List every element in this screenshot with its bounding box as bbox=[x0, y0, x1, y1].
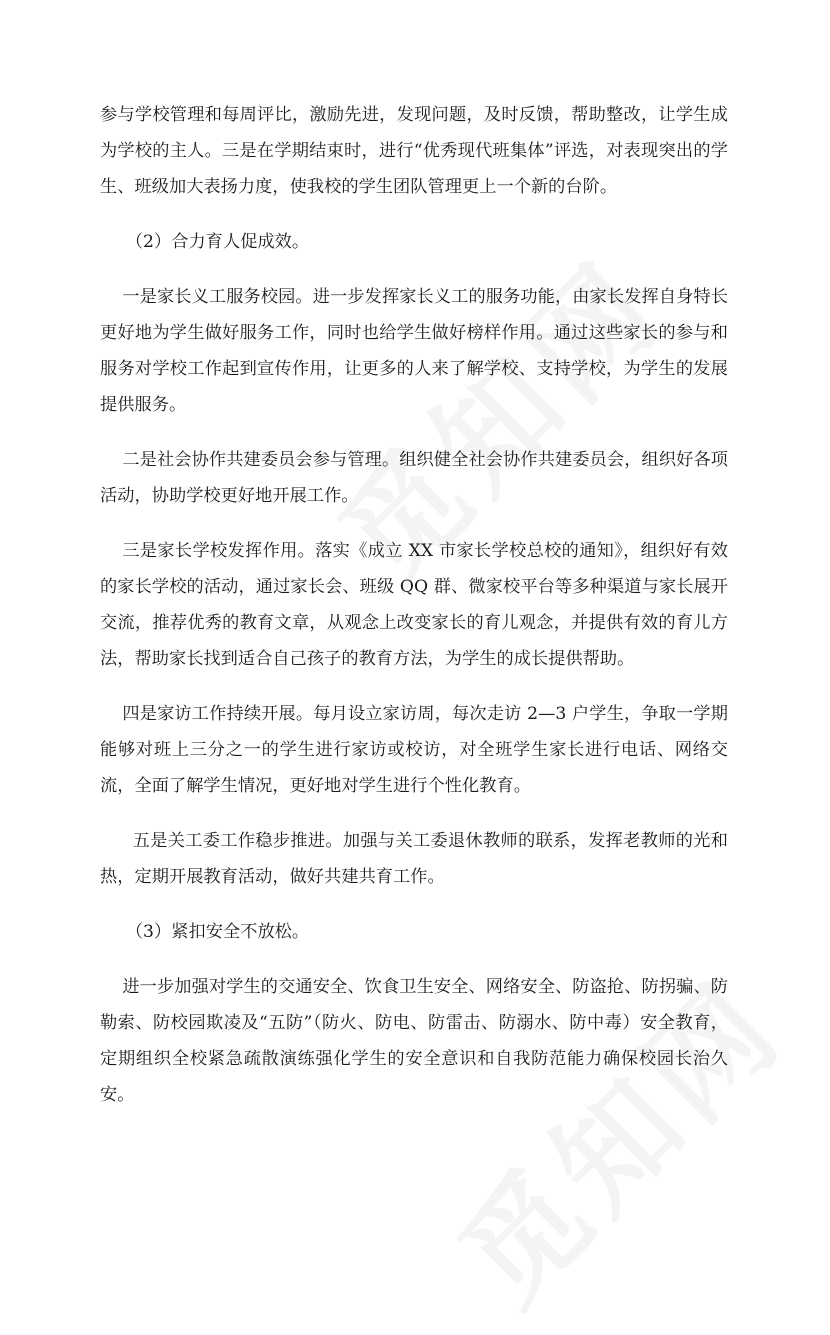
paragraph-parent-volunteers: 一是家长义工服务校园。进一步发挥家长义工的服务功能，由家长发挥自身特长更好地为学生做好服务工作，同时也给学生做好榜样作用。通过这些家长的参与和服务对学校工作起到宣传作用，让更多的人来了解学校、支持学校，为学生的发展提供服务。 bbox=[100, 287, 728, 415]
section-heading-3: （3）紧扣安全不放松。 bbox=[125, 922, 310, 942]
paragraph-home-visits: 四是家访工作持续开展。每月设立家访周，每次走访 2—3 户学生，争取一学期能够对班上三分之一的学生进行家访或校访，对全班学生家长进行电话、网络交流，全面了解学生情况，更好地对学生进行个性化教育。 bbox=[100, 704, 728, 796]
paragraph-parent-school: 三是家长学校发挥作用。落实《成立 XX 市家长学校总校的通知》，组织好有效的家长学校的活动，通过家长会、班级 QQ 群、微家校平台等多种渠道与家长展开交流，推荐优秀的教育文章，从观念上改变家长的育儿观念，并提供有效的育儿方法，帮助家长找到适合自己孩子的教育方法，为学生的成长提供帮助。 bbox=[100, 541, 728, 669]
document-page bbox=[100, 97, 728, 1132]
section-heading-2: （2）合力育人促成效。 bbox=[125, 232, 310, 252]
paragraph-care-committee: 五是关工委工作稳步推进。加强与关工委退休教师的联系，发挥老教师的光和热，定期开展教育活动，做好共建共育工作。 bbox=[100, 831, 728, 887]
paragraph-community-committee: 二是社会协作共建委员会参与管理。组织健全社会协作共建委员会，组织好各项活动，协助学校更好地开展工作。 bbox=[100, 450, 728, 506]
paragraph-safety: 进一步加强对学生的交通安全、饮食卫生安全、网络安全、防盗抢、防拐骗、防勒索、防校园欺凌及“五防”（防火、防电、防雷击、防溺水、防中毒）安全教育，定期组织全校紧急疏散演练强化学生的安全意识和自我防范能力确保校园长治久安。 bbox=[100, 977, 728, 1105]
paragraph-continuation: 参与学校管理和每周评比，激励先进，发现问题，及时反馈，帮助整改，让学生成为学校的主人。三是在学期结束时，进行“优秀现代班集体”评选，对表现突出的学生、班级加大表扬力度，使我校的学生团队管理更上一个新的台阶。 bbox=[100, 105, 728, 197]
